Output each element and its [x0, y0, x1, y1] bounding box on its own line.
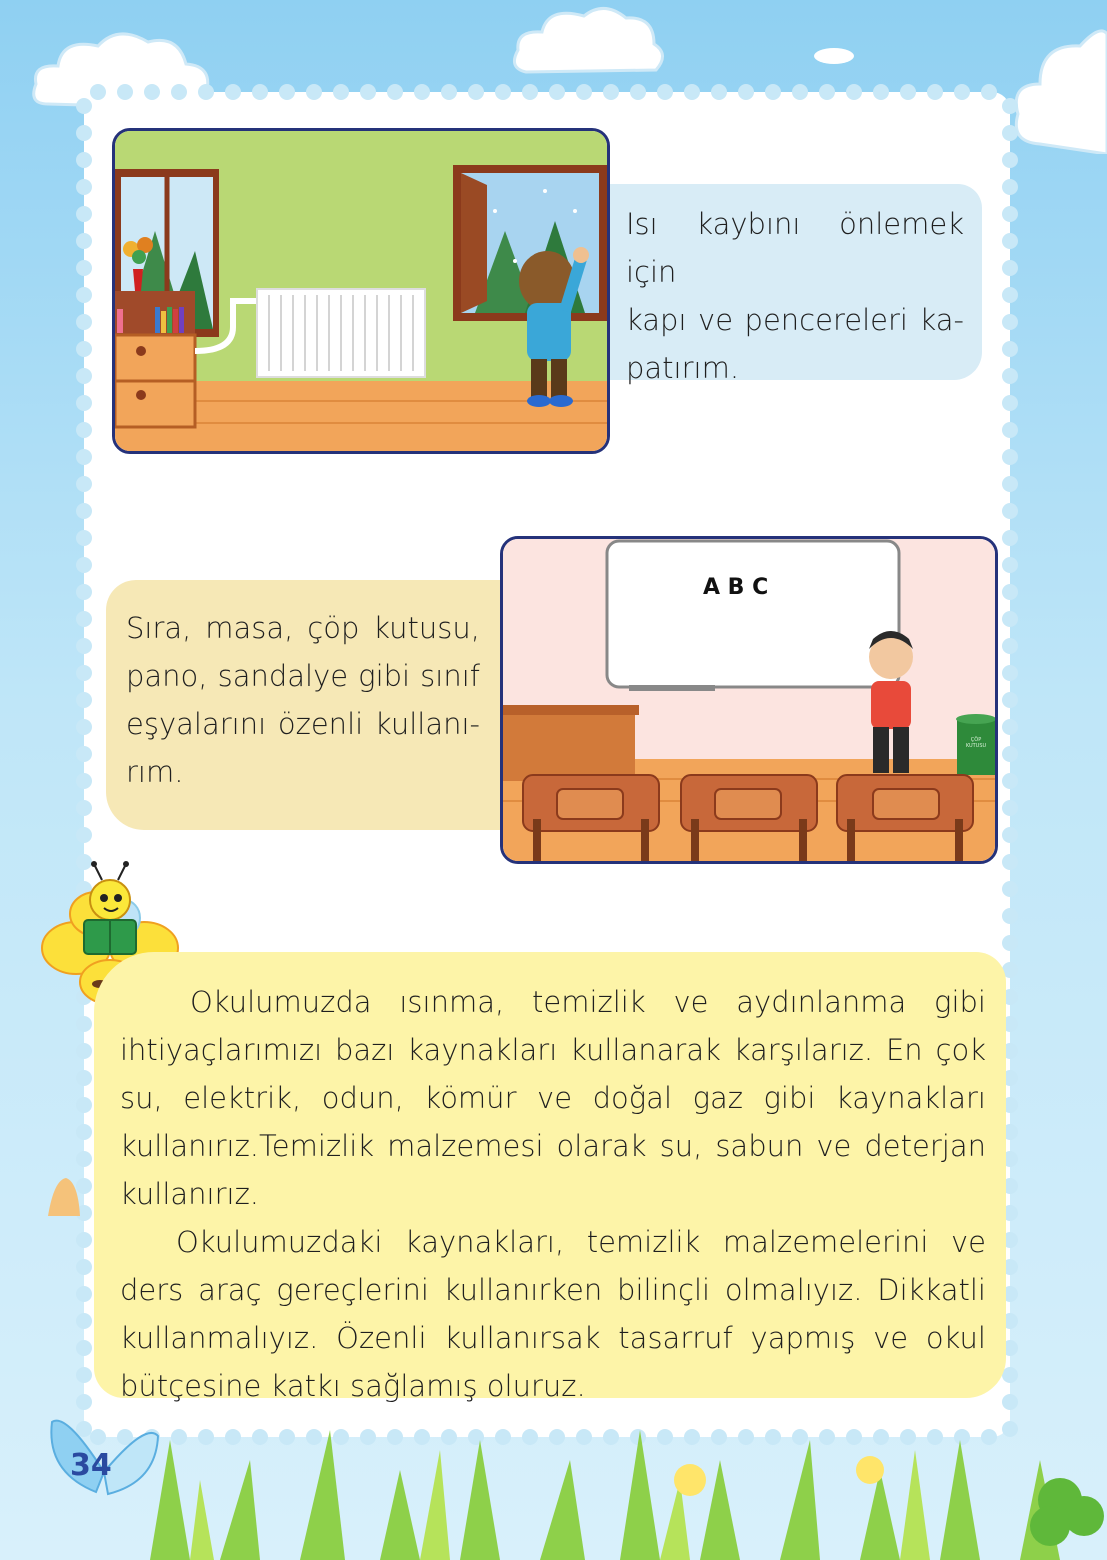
classroom-items-line-2: pano, sandalye gibi sınıf: [126, 659, 480, 693]
heat-loss-line-3: patırım.: [626, 351, 740, 385]
heat-loss-line-1: Isı kaybını önlemek için: [626, 207, 964, 289]
classroom-items-line-3: eşyalarını özenli kullanı-: [126, 707, 480, 741]
resources-paragraph-1: Okulumuzda ısınma, temizlik ve aydınlanma gibi ihtiyaçlarımızı bazı kaynakları kullanarak karşılarız. En çok su, elektrik, odun, kömür ve doğal gaz gibi kaynakları kullanırız.Temizlik malzemesi olarak su, sabun ve deterjan kullanırız.: [120, 985, 986, 1211]
cloud-top: [508, 2, 668, 86]
grass-decoration: [0, 1420, 1107, 1560]
cloud-small: [812, 44, 856, 66]
page-number: 34: [70, 1448, 112, 1483]
resources-paragraph-2: Okulumuzdaki kaynakları, temizlik malzemelerini ve ders araç gereçlerini kullanırken bilinçli olmalıyız. Dikkatli kullanmalıyız. Özenli kullanırsak tasarruf yapmış ve okul bütçesine katkı sağlamış oluruz.: [120, 1225, 986, 1403]
bin-label: [957, 737, 995, 749]
heat-loss-line-2: kapı ve pencereleri ka-: [626, 303, 964, 337]
bin-label-bottom: KUTUSU: [965, 743, 987, 749]
board-letters: A B C: [703, 575, 769, 600]
heat-loss-text-box: [610, 184, 982, 385]
cloud-right: [1010, 24, 1107, 154]
school-resources-text-box: [94, 952, 1006, 1403]
classroom-illustration: [500, 536, 998, 864]
classroom-items-line-4: rım.: [126, 755, 184, 789]
classroom-items-line-1: Sıra, masa, çöp kutusu,: [126, 611, 480, 645]
orange-leaf-decoration: [44, 1176, 84, 1220]
bin-label-top: ÇÖP: [970, 737, 982, 743]
classroom-items-text-box: [106, 580, 502, 830]
heating-room-illustration: [112, 128, 610, 454]
